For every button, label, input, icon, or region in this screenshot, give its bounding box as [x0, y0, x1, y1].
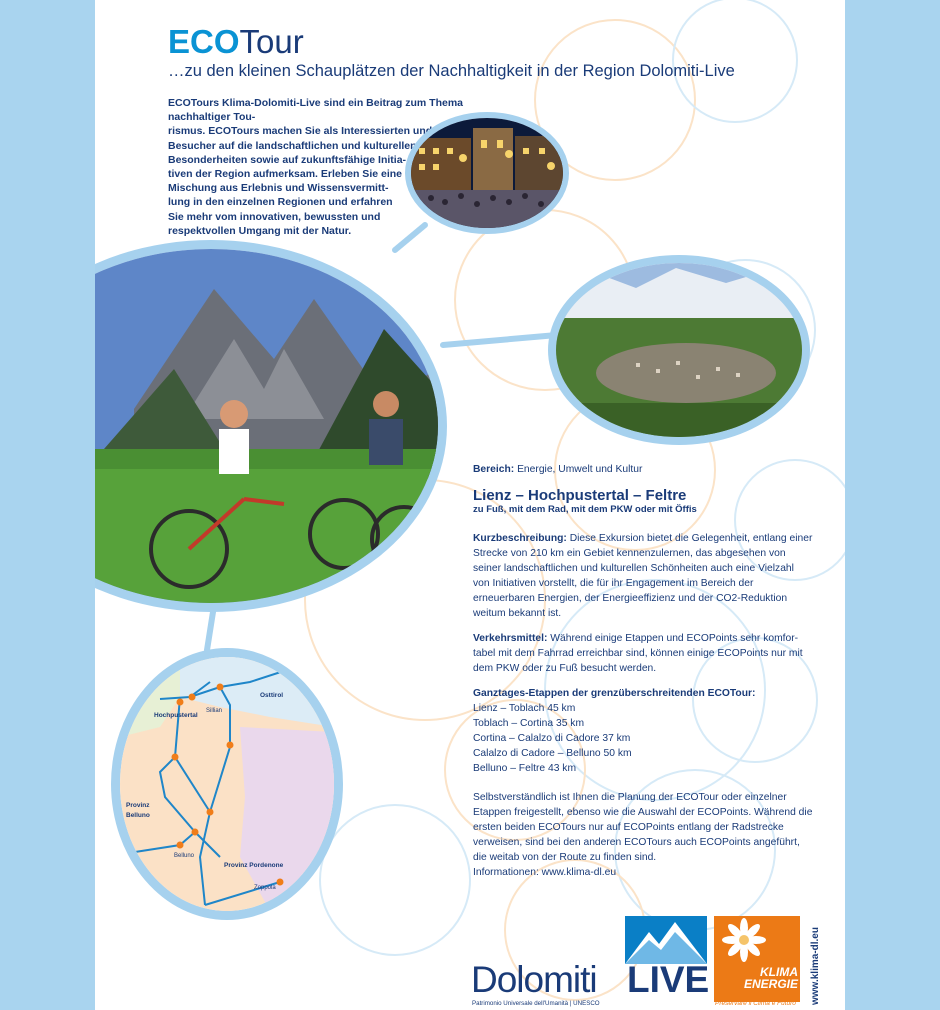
- klima-tagline: Preservare il Clima è Futuro: [715, 1000, 796, 1007]
- map-label-provinz-belluno: Belluno: [126, 812, 150, 819]
- intro-line: ECOTours Klima-Dolomiti-Live sind ein Beitrag zum Thema nachhaltiger Tou-: [168, 97, 464, 124]
- mountain-logo-icon: [625, 916, 707, 964]
- etappen-list: [473, 686, 813, 776]
- klima-energie-logo: [714, 916, 800, 1002]
- live-logo-text: LIVE: [627, 959, 710, 1000]
- unesco-tagline: Patrimonio Universale dell'Umanità | UNESCO: [472, 1000, 600, 1007]
- intro-line: Sie mehr vom innovativen, bewussten und: [168, 210, 381, 223]
- brochure-page: [95, 0, 845, 1010]
- bereich-text: Energie, Umwelt und Kultur: [514, 464, 643, 475]
- map-label-zoppola: Zoppola: [254, 885, 276, 891]
- etappe-item: Cortina – Calalzo di Cadore 37 km: [473, 733, 631, 744]
- energie-text: ENERGIE: [743, 977, 798, 991]
- intro-line: respektvollen Umgang mit der Natur.: [168, 224, 352, 237]
- website-vertical-text: www.klima-dl.eu: [810, 927, 821, 1005]
- route-title: Lienz – Hochpustertal – Feltre: [473, 487, 687, 504]
- etappe-item: Toblach – Cortina 35 km: [473, 718, 585, 729]
- closing-paragraph: [473, 790, 813, 880]
- intro-line: rismus. ECOTours machen Sie als Interessierten und: [168, 125, 433, 138]
- route-subtitle: zu Fuß, mit dem Rad, mit dem PKW oder mit Öffis: [473, 504, 697, 515]
- etappe-item: Calalzo di Cadore – Belluno 50 km: [473, 748, 632, 759]
- dolomiti-logo-text: Dolomiti: [471, 959, 597, 1000]
- map-label-hochpustertal: Hochpustertal: [154, 712, 198, 719]
- map-label-sillian: Sillian: [206, 708, 223, 714]
- map-label-provinz: Provinz: [126, 802, 150, 809]
- verkehr-label: Verkehrsmittel:: [473, 633, 548, 644]
- intro-line: Besucher auf die landschaftlichen und kulturellen: [168, 139, 417, 152]
- intro-line: Besonderheiten sowie auf zukunftsfähige Initia-: [168, 153, 407, 166]
- verkehr-text: Während einige Etappen und ECOPoints sehr komfor- tabel mit dem Fahrrad erreichbar sind, können einige ECOPoints nur mit dem PKW oder zu Fuß besucht werden.: [473, 633, 803, 674]
- bereich-line: [473, 462, 813, 477]
- closing-text: Selbstverständlich ist Ihnen die Planung der ECOTour oder einzelner Etappen freigestellt, ebenso wie die Auswahl der ECOPoints. Während die ersten beiden ECOTours nur auf ECOPoints entlang der Radstrecke verweisen, sind bei den anderen ECOTours auch ECOPoints angeführt, die weitab von der Route zu finden sind.: [473, 792, 813, 863]
- etappen-title: Ganztages-Etappen der grenzüberschreitenden ECOTour:: [473, 688, 756, 699]
- map-label-osttirol: Osttirol: [260, 692, 284, 699]
- page-title: [168, 25, 304, 59]
- kurz-text: Diese Exkursion bietet die Gelegenheit, entlang einer Strecke von 210 km ein Gebiet kennenzulernen, das abgesehen von seiner landschaftlichen und kulturellen Schönheiten auch eine Vielzahl von Initiativen vorstellt, die für ihr Engagement im Bereich der erneuerbaren Energien, der Energieeffizienz und der CO2-Reduktion weitum bekannt ist.: [473, 533, 813, 619]
- town-night-photo: [405, 112, 569, 234]
- title-eco: ECO: [168, 23, 240, 60]
- title-tour: Tour: [239, 23, 304, 60]
- logo-footer: [471, 912, 811, 1010]
- bereich-label: Bereich:: [473, 464, 515, 475]
- route-map: [111, 648, 343, 920]
- kurzbeschreibung-paragraph: [473, 531, 813, 621]
- intro-line: Mischung aus Erlebnis und Wissensvermitt-: [168, 182, 389, 195]
- valley-photo: [548, 255, 810, 445]
- tour-details: [473, 462, 813, 880]
- website-vertical: [807, 925, 821, 1007]
- verkehrsmittel-paragraph: [473, 631, 813, 676]
- map-label-pordenone: Provinz Pordenone: [224, 862, 284, 869]
- intro-line: lung in den einzelnen Regionen und erfahren: [168, 196, 393, 209]
- klima-text: KLIMA: [760, 965, 798, 979]
- kurz-label: Kurzbeschreibung:: [473, 533, 567, 544]
- page-subtitle: …zu den kleinen Schauplätzen der Nachhaltigkeit in der Region Dolomiti-Live: [168, 62, 735, 80]
- info-link[interactable]: Informationen: www.klima-dl.eu: [473, 867, 617, 878]
- etappe-item: Lienz – Toblach 45 km: [473, 703, 576, 714]
- edelweiss-icon: [714, 916, 800, 966]
- map-label-belluno: Belluno: [174, 853, 195, 859]
- etappe-item: Belluno – Feltre 43 km: [473, 763, 577, 774]
- intro-line: tiven der Region aufmerksam. Erleben Sie eine: [168, 168, 402, 181]
